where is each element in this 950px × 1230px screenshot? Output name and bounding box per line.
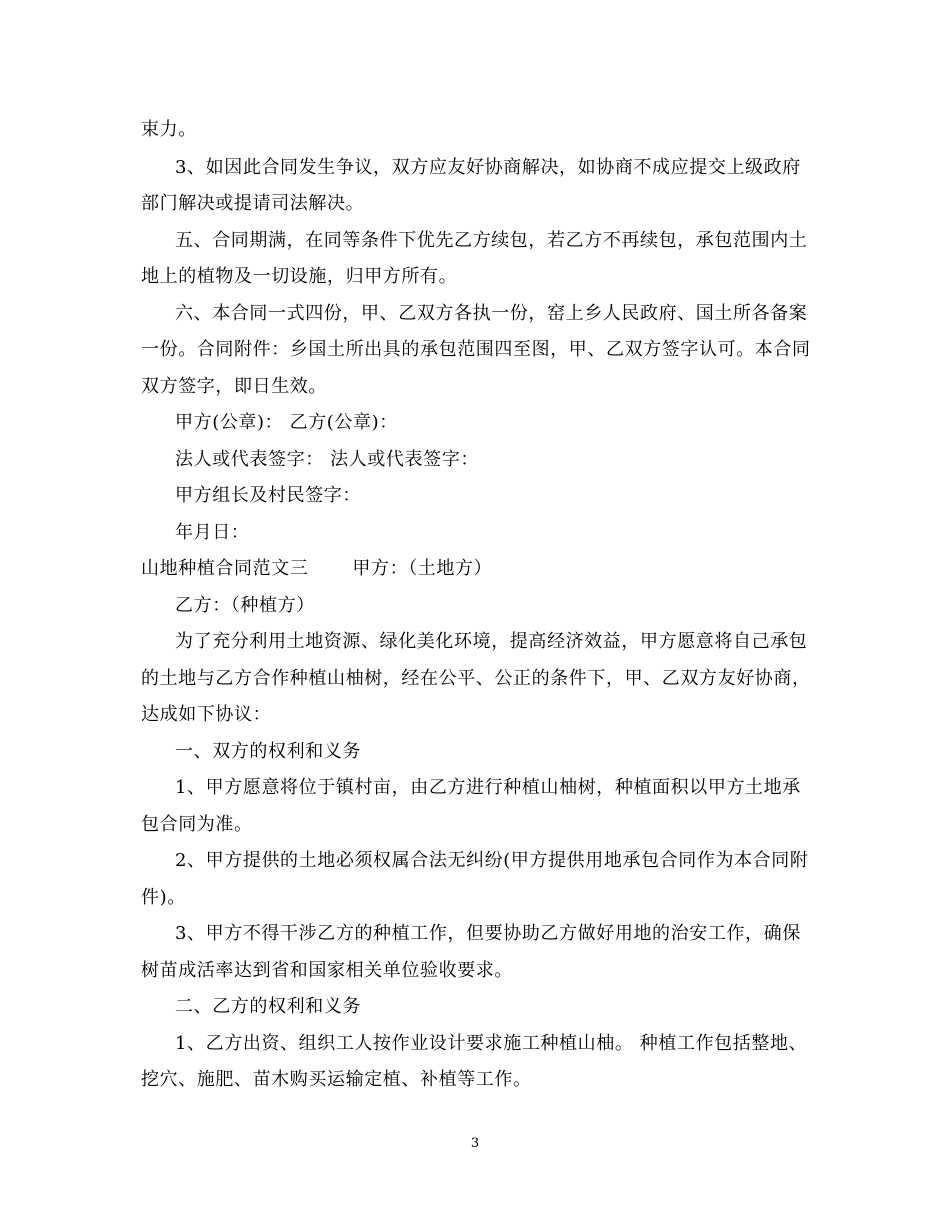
clause-heading: 一、双方的权利和义务	[175, 741, 361, 762]
text-line: 部门解决或提请司法解决。	[141, 193, 365, 214]
section-title: 山地种植合同范文三	[141, 558, 309, 579]
clause-heading: 二、乙方的权利和义务	[175, 996, 361, 1017]
text-line: 地上的植物及一切设施，归甲方所有。	[141, 266, 458, 287]
page-number: 3	[470, 1136, 480, 1151]
text-line: 达成如下协议：	[141, 704, 272, 725]
text-line: 的土地与乙方合作种植山柚树，经在公平、公正的条件下，甲、乙双方友好协商，	[141, 668, 811, 689]
party-b-label: 乙方：（种植方）	[175, 595, 315, 616]
text-line: 为了充分利用土地资源、绿化美化环境，提高经济效益，甲方愿意将自己承包	[175, 631, 808, 652]
text-line: 束力。	[141, 119, 197, 140]
text-line: 五、合同期满，在同等条件下优先乙方续包，若乙方不再续包，承包范围内土	[175, 230, 808, 251]
text-line: 件)。	[141, 887, 186, 908]
text-line: 双方签字，即日生效。	[141, 376, 327, 397]
text-line: 1、乙方出资、组织工人按作业设计要求施工种植山柚。 种植工作包括整地、	[175, 1033, 808, 1054]
text-line: 六、本合同一式四份，甲、乙双方各执一份，窑上乡人民政府、国土所各备案	[175, 303, 808, 324]
text-line: 包合同为准。	[141, 814, 253, 835]
text-line: 1、甲方愿意将位于镇村亩，由乙方进行种植山柚树，种植面积以甲方土地承	[175, 777, 801, 798]
text-line: 挖穴、施肥、苗木购买运输定植、补植等工作。	[141, 1069, 532, 1090]
text-line: 2、甲方提供的土地必须权属合法无纠纷(甲方提供用地承包合同作为本合同附	[175, 850, 809, 871]
party-a-label: 甲方：（土地方）	[352, 558, 493, 579]
text-line: 一份。合同附件：乡国土所出具的承包范围四至图，甲、乙双方签字认可。本合同	[141, 339, 811, 360]
date-line: 年月日：	[175, 522, 250, 543]
signature-line: 甲方组长及村民签字：	[175, 485, 361, 506]
signature-line: 法人或代表签字： 法人或代表签字：	[175, 449, 479, 470]
text-line: 3、甲方不得干涉乙方的种植工作，但要协助乙方做好用地的治安工作，确保	[175, 923, 801, 944]
text-line: 树苗成活率达到省和国家相关单位验收要求。	[141, 960, 513, 981]
text-line: 3、如因此合同发生争议，双方应友好协商解决，如协商不成应提交上级政府	[175, 157, 801, 178]
signature-line: 甲方(公章)： 乙方(公章)：	[175, 412, 398, 433]
section-title-line	[141, 557, 492, 581]
